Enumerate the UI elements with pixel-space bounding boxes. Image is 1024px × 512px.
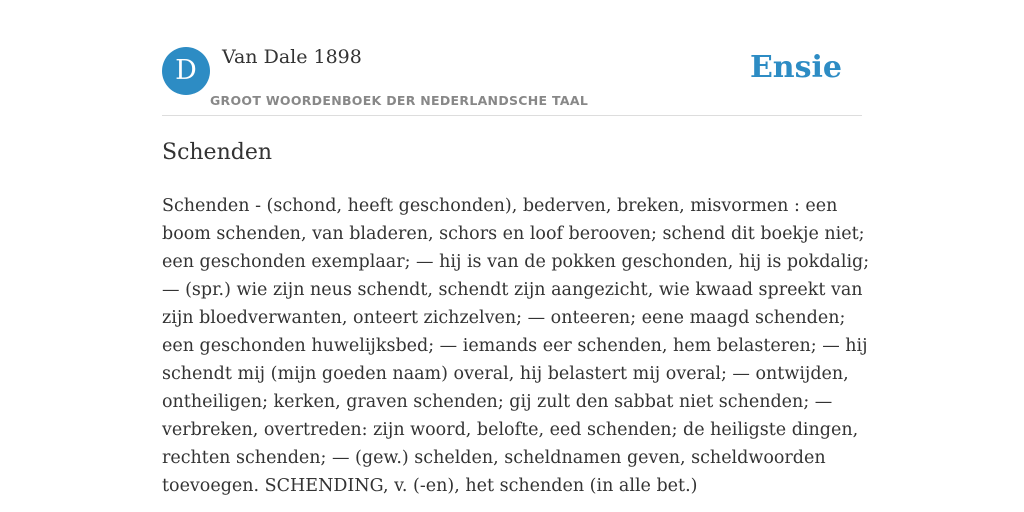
entry-definition: Schenden - (schond, heeft geschonden), bederven, breken, misvormen : een boom schenden, van bladeren, schors en loof berooven; schend dit boekje niet; een geschonden exemplaar; — hij is van de pokken geschonden, hij is pokdalig; — (spr.) wie zijn neus schendt, schendt zijn aangezicht, wie kwaad spreekt van zijn bloedverwanten, onteert zichzelven; — onteeren; eene maagd schenden; een geschonden huwelijksbed; — iemands eer schenden, hem belasteren; — hij schendt mij (mijn goeden naam) overal, hij belastert mij overal; — ontwijden, ontheiligen; kerken, graven schenden; gij zult den sabbat niet schenden; — verbreken, overtreden: zijn woord, belofte, eed schenden; de heiligste dingen, rechten schenden; — (gew.) schelden, scheldnamen geven, scheldwoorden toevoegen. SCHENDING, v. (-en), het schenden (in alle bet.): [162, 196, 870, 496]
source-avatar: D: [162, 47, 210, 95]
source-subtitle: GROOT WOORDENBOEK DER NEDERLANDSCHE TAAL: [210, 93, 589, 108]
brand-logo[interactable]: Ensie: [749, 50, 842, 85]
source-header: [162, 46, 862, 116]
source-title[interactable]: Van Dale 1898: [222, 46, 362, 68]
entry-title: Schenden: [162, 140, 273, 165]
